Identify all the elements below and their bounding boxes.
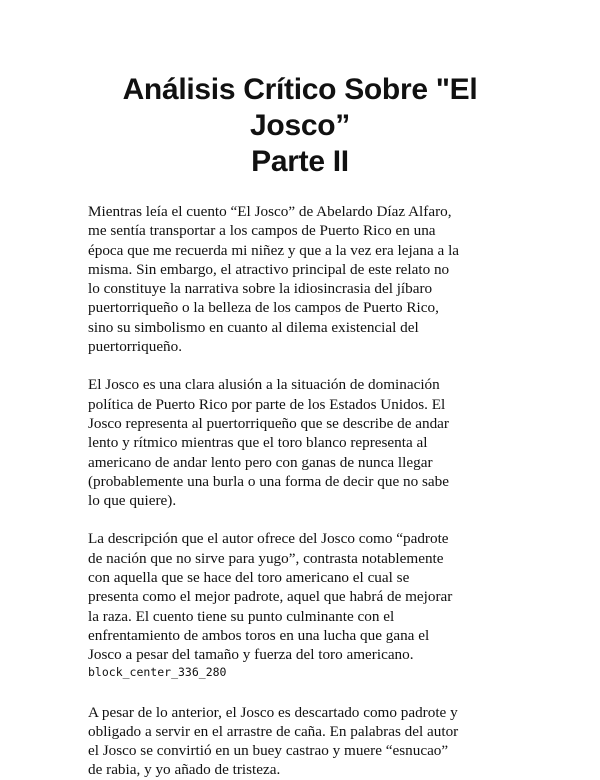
paragraph-line: de rabia, y yo añado de tristeza. — [88, 761, 281, 779]
paragraph-line: (probablemente una burla o una forma de decir que no sabe — [88, 472, 449, 490]
paragraph-1 — [88, 202, 512, 356]
paragraph-line: la raza. El cuento tiene su punto culminante con el — [88, 607, 395, 625]
paragraph-3 — [88, 529, 512, 664]
paragraph-line: misma. Sin embargo, el atractivo principal de este relato no — [88, 260, 450, 278]
paragraph-line: sino su simbolismo en cuanto al dilema existencial del — [88, 318, 419, 336]
title-line-2: Parte II — [251, 145, 349, 178]
paragraph-line: enfrentamiento de ambos toros en una lucha que gana el — [88, 626, 430, 644]
block-label: block_center_336_280 — [88, 664, 227, 679]
page-title — [88, 72, 512, 180]
paragraph-line: época que me recuerda mi niñez y que a la vez era lejana a la — [88, 241, 460, 259]
paragraph-line: presenta como el mejor padrote, aquel que habrá de mejorar — [88, 588, 453, 606]
paragraph-line: política de Puerto Rico por parte de los Estados Unidos. El — [88, 395, 446, 413]
paragraph-line: Mientras leía el cuento “El Josco” de Abelardo Díaz Alfaro, — [88, 203, 452, 220]
paragraph-line: puertorriqueño o la belleza de los campos de Puerto Rico, — [88, 299, 439, 317]
paragraph-line: Josco representa al puertorriqueño que se describe de andar — [88, 414, 449, 432]
paragraph-line: A pesar de lo anterior, el Josco es descartado como padrote y — [88, 703, 458, 721]
paragraph-line: lo constituye la narrativa sobre la idiosincrasia del jíbaro — [88, 280, 433, 298]
paragraph-line: americano de andar lento pero con ganas de nunca llegar — [88, 453, 433, 471]
paragraph-line: puertorriqueño. — [88, 338, 183, 356]
paragraph-2 — [88, 375, 512, 510]
paragraph-4 — [88, 703, 512, 780]
paragraph-line: lento y rítmico mientras que el toro blanco representa al — [88, 434, 428, 452]
paragraph-line: el Josco se convirtió en un buey castrao y muere “esnucao” — [88, 742, 449, 760]
paragraph-line: El Josco es una clara alusión a la situación de dominación — [88, 376, 440, 394]
paragraph-line: Josco a pesar del tamaño y fuerza del toro americano. — [88, 646, 414, 664]
paragraph-line: obligado a servir en el arrastre de caña. En palabras del autor — [88, 722, 459, 740]
title-line-1: Análisis Crítico Sobre "El Josco” — [122, 73, 478, 142]
paragraph-line: lo que quiere). — [88, 492, 177, 510]
paragraph-line: La descripción que el autor ofrece del Josco como “padrote — [88, 530, 449, 548]
paragraph-line: me sentía transportar a los campos de Puerto Rico en una — [88, 222, 436, 240]
paragraph-line: con aquella que se hace del toro americano el cual se — [88, 569, 410, 587]
paragraph-line: de nación que no sirve para yugo”, contrasta notablemente — [88, 549, 444, 567]
